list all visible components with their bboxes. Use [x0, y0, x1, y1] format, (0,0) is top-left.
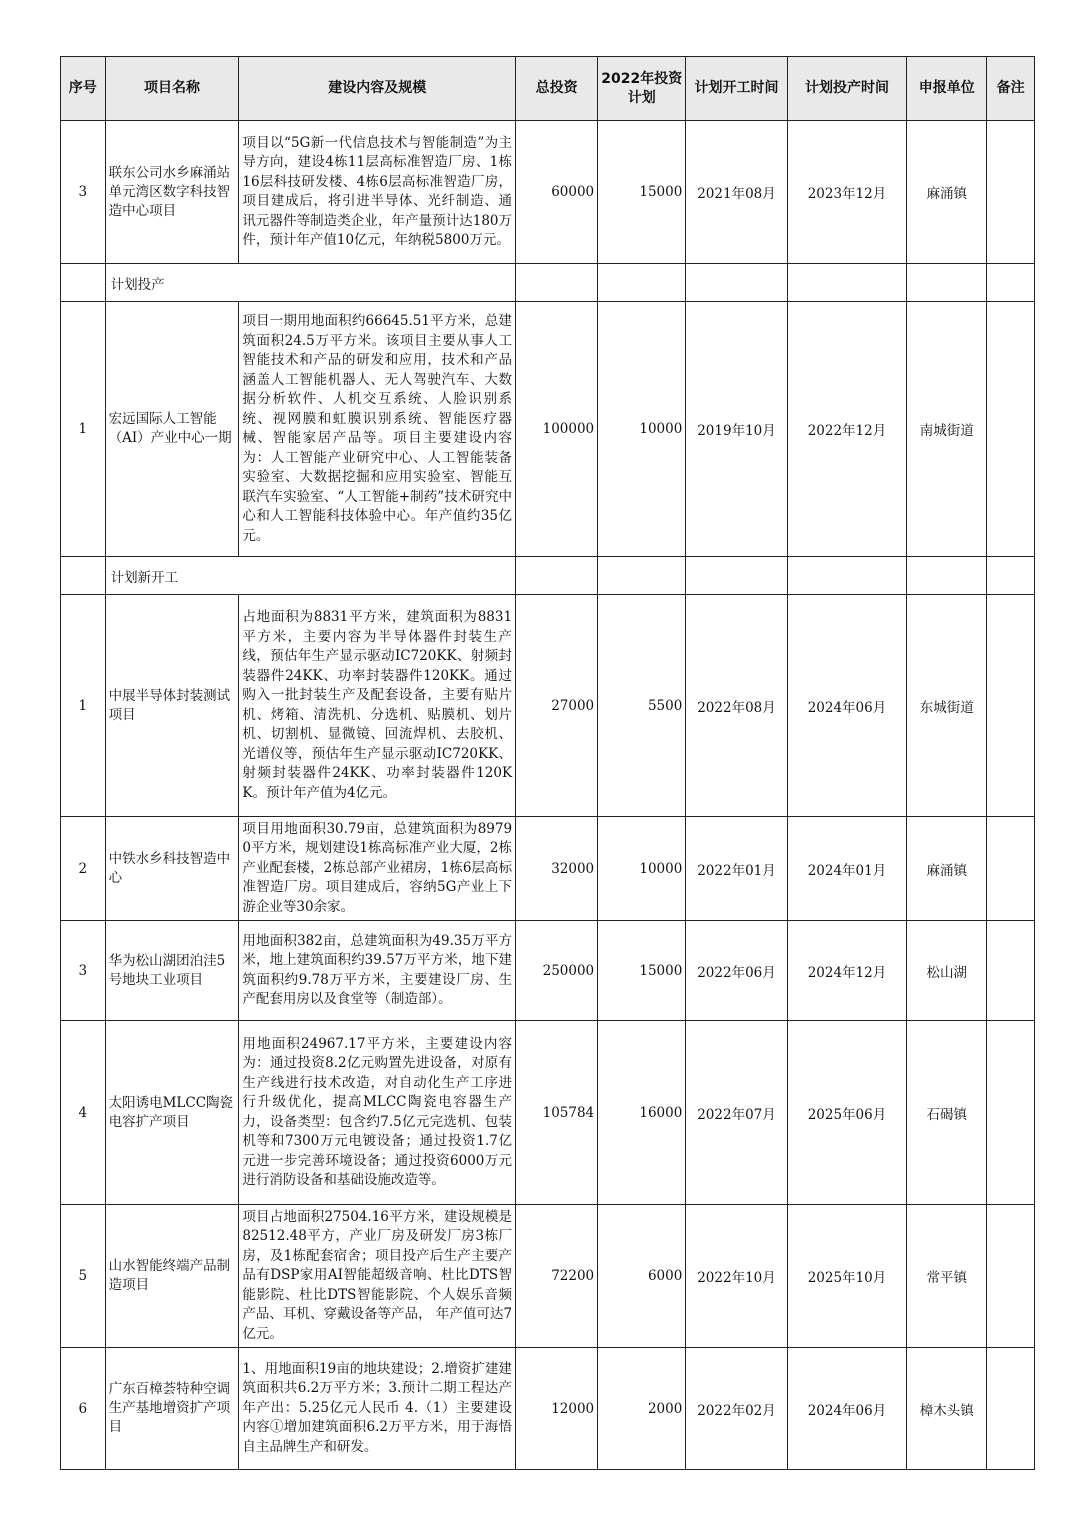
- seq-cell: 3: [61, 121, 106, 264]
- section-empty-cell: [987, 264, 1035, 302]
- table-row: [61, 121, 1035, 264]
- section-empty-cell: [516, 264, 598, 302]
- end-cell: 2022年12月: [787, 302, 907, 557]
- project-name-cell: 山水智能终端产品制造项目: [105, 1205, 239, 1348]
- total-cell: 12000: [516, 1348, 598, 1470]
- start-cell: 2022年02月: [686, 1348, 787, 1470]
- plan-cell: 5500: [598, 595, 686, 817]
- content-cell: 用地面积24967.17平方米，主要建设内容为：通过投资8.2亿元购置先进设备，对原有生产线进行技术改造，对自动化生产工序进行升级优化，提高MLCC陶瓷电容器生产力，设备类型：包含约7.5亿元完选机、包装机等和7300万元电镀设备；通过投资1.7亿元进一步完善环境设备；通过投资6000万元进行消防设备和基础设施改造等。: [239, 1021, 516, 1205]
- project-table: [60, 56, 1035, 1470]
- table-row: [61, 817, 1035, 921]
- total-cell: 60000: [516, 121, 598, 264]
- seq-cell: 1: [61, 595, 106, 817]
- section-row: [61, 557, 1035, 595]
- total-cell: 100000: [516, 302, 598, 557]
- note-cell: [987, 302, 1035, 557]
- header-total: 总投资: [516, 57, 598, 121]
- unit-cell: 麻涌镇: [907, 817, 987, 921]
- note-cell: [987, 817, 1035, 921]
- note-cell: [987, 1348, 1035, 1470]
- total-cell: 72200: [516, 1205, 598, 1348]
- section-label: 计划新开工: [105, 557, 515, 595]
- content-cell: 占地面积为8831平方米，建筑面积为8831平方米，主要内容为半导体器件封装生产线，预估年生产显示驱动IC720KK、射频封装器件24KK、功率封装器件120KK。通过购入一批封装生产及配套设备，主要有贴片机、烤箱、清洗机、分选机、贴膜机、划片机、切割机、显微镜、回流焊机、去胶机、光谱仪等，预估年生产显示驱动IC720KK、射频封装器件24KK、功率封装器件120KK。预计年产值为4亿元。: [239, 595, 516, 817]
- project-name-cell: 联东公司水乡麻涌站单元湾区数字科技智造中心项目: [105, 121, 239, 264]
- unit-cell: 南城街道: [907, 302, 987, 557]
- seq-cell: 6: [61, 1348, 106, 1470]
- start-cell: 2022年01月: [686, 817, 787, 921]
- start-cell: 2022年06月: [686, 921, 787, 1021]
- end-cell: 2024年01月: [787, 817, 907, 921]
- total-cell: 105784: [516, 1021, 598, 1205]
- section-empty-cell: [516, 557, 598, 595]
- content-cell: 项目以“5G新一代信息技术与智能制造”为主导方向，建设4栋11层高标准智造厂房、1栋16层科技研发楼、4栋6层高标准智造厂房，项目建成后，将引进半导体、光纤制造、通讯元器件等制造类企业，年产量预计达180万件，预计年产值10亿元，年纳税5800万元。: [239, 121, 516, 264]
- start-cell: 2021年08月: [686, 121, 787, 264]
- table-row: [61, 595, 1035, 817]
- note-cell: [987, 1021, 1035, 1205]
- section-seq-cell: [61, 264, 106, 302]
- end-cell: 2024年06月: [787, 595, 907, 817]
- unit-cell: 石碣镇: [907, 1021, 987, 1205]
- unit-cell: 东城街道: [907, 595, 987, 817]
- table-row: [61, 1205, 1035, 1348]
- header-seq: 序号: [61, 57, 106, 121]
- project-name-cell: 中展半导体封装测试项目: [105, 595, 239, 817]
- note-cell: [987, 921, 1035, 1021]
- plan-cell: 16000: [598, 1021, 686, 1205]
- project-name-cell: 广东百樟荟特种空调生产基地增资扩产项目: [105, 1348, 239, 1470]
- table-row: [61, 1348, 1035, 1470]
- section-empty-cell: [987, 557, 1035, 595]
- section-label: 计划投产: [105, 264, 515, 302]
- unit-cell: 樟木头镇: [907, 1348, 987, 1470]
- content-cell: 1、用地面积19亩的地块建设；2.增资扩建建筑面积共6.2万平方米；3.预计二期工程达产年产出：5.25亿元人民币 4.（1）主要建设内容①增加建筑面积6.2万平方米，用于海悟自主品牌生产和研发。: [239, 1348, 516, 1470]
- table-row: [61, 1021, 1035, 1205]
- total-cell: 32000: [516, 817, 598, 921]
- table-row: [61, 921, 1035, 1021]
- start-cell: 2022年07月: [686, 1021, 787, 1205]
- table-header-row: [61, 57, 1035, 121]
- seq-cell: 3: [61, 921, 106, 1021]
- note-cell: [987, 121, 1035, 264]
- content-cell: 项目一期用地面积约66645.51平方米，总建筑面积24.5万平方米。该项目主要从事人工智能技术和产品的研发和应用，技术和产品涵盖人工智能机器人、无人驾驶汽车、大数据分析软件、人机交互系统、人脸识别系统、视网膜和虹膜识别系统、智能医疗器械、智能家居产品等。项目主要建设内容为：人工智能产业研究中心、人工智能装备实验室、大数据挖掘和应用实验室、智能互联汽车实验室、“人工智能+制药”技术研究中心和人工智能科技体验中心。年产值约35亿元。: [239, 302, 516, 557]
- project-name-cell: 太阳诱电MLCC陶瓷电容扩产项目: [105, 1021, 239, 1205]
- end-cell: 2025年10月: [787, 1205, 907, 1348]
- header-end: 计划投产时间: [787, 57, 907, 121]
- section-empty-cell: [686, 264, 787, 302]
- section-empty-cell: [686, 557, 787, 595]
- header-name: 项目名称: [105, 57, 239, 121]
- end-cell: 2023年12月: [787, 121, 907, 264]
- plan-cell: 2000: [598, 1348, 686, 1470]
- project-name-cell: 宏远国际人工智能（AI）产业中心一期: [105, 302, 239, 557]
- seq-cell: 5: [61, 1205, 106, 1348]
- end-cell: 2024年12月: [787, 921, 907, 1021]
- header-note: 备注: [987, 57, 1035, 121]
- header-unit: 申报单位: [907, 57, 987, 121]
- plan-cell: 15000: [598, 121, 686, 264]
- section-empty-cell: [907, 264, 987, 302]
- header-plan: 2022年投资计划: [598, 57, 686, 121]
- unit-cell: 松山湖: [907, 921, 987, 1021]
- seq-cell: 4: [61, 1021, 106, 1205]
- start-cell: 2022年10月: [686, 1205, 787, 1348]
- total-cell: 250000: [516, 921, 598, 1021]
- note-cell: [987, 595, 1035, 817]
- total-cell: 27000: [516, 595, 598, 817]
- section-empty-cell: [787, 264, 907, 302]
- start-cell: 2019年10月: [686, 302, 787, 557]
- unit-cell: 常平镇: [907, 1205, 987, 1348]
- plan-cell: 6000: [598, 1205, 686, 1348]
- unit-cell: 麻涌镇: [907, 121, 987, 264]
- end-cell: 2025年06月: [787, 1021, 907, 1205]
- content-cell: 项目占地面积27504.16平方米，建设规模是82512.48平方，产业厂房及研发厂房3栋厂房，及1栋配套宿舍；项目投产后生产主要产品有DSP家用AI智能超级音响、杜比DTS智能影院、杜比DTS智能影院、个人娱乐音频产品、耳机、穿戴设备等产品， 年产值可达7亿元。: [239, 1205, 516, 1348]
- note-cell: [987, 1205, 1035, 1348]
- header-content: 建设内容及规模: [239, 57, 516, 121]
- section-empty-cell: [598, 557, 686, 595]
- section-row: [61, 264, 1035, 302]
- seq-cell: 2: [61, 817, 106, 921]
- plan-cell: 10000: [598, 302, 686, 557]
- section-empty-cell: [598, 264, 686, 302]
- table-row: [61, 302, 1035, 557]
- start-cell: 2022年08月: [686, 595, 787, 817]
- project-name-cell: 中铁水乡科技智造中心: [105, 817, 239, 921]
- section-empty-cell: [907, 557, 987, 595]
- content-cell: 项目用地面积30.79亩，总建筑面积为89790平方米，规划建设1栋高标准产业大厦，2栋产业配套楼，2栋总部产业裙房，1栋6层高标准智造厂房。项目建成后，容纳5G产业上下游企业等30余家。: [239, 817, 516, 921]
- plan-cell: 10000: [598, 817, 686, 921]
- section-seq-cell: [61, 557, 106, 595]
- end-cell: 2024年06月: [787, 1348, 907, 1470]
- header-start: 计划开工时间: [686, 57, 787, 121]
- content-cell: 用地面积382亩，总建筑面积为49.35万平方米，地上建筑面积约39.57万平方米，地下建筑面积约9.78万平方米，主要建设厂房、生产配套用房以及食堂等（制造部）。: [239, 921, 516, 1021]
- seq-cell: 1: [61, 302, 106, 557]
- section-empty-cell: [787, 557, 907, 595]
- project-name-cell: 华为松山湖团泊洼5号地块工业项目: [105, 921, 239, 1021]
- plan-cell: 15000: [598, 921, 686, 1021]
